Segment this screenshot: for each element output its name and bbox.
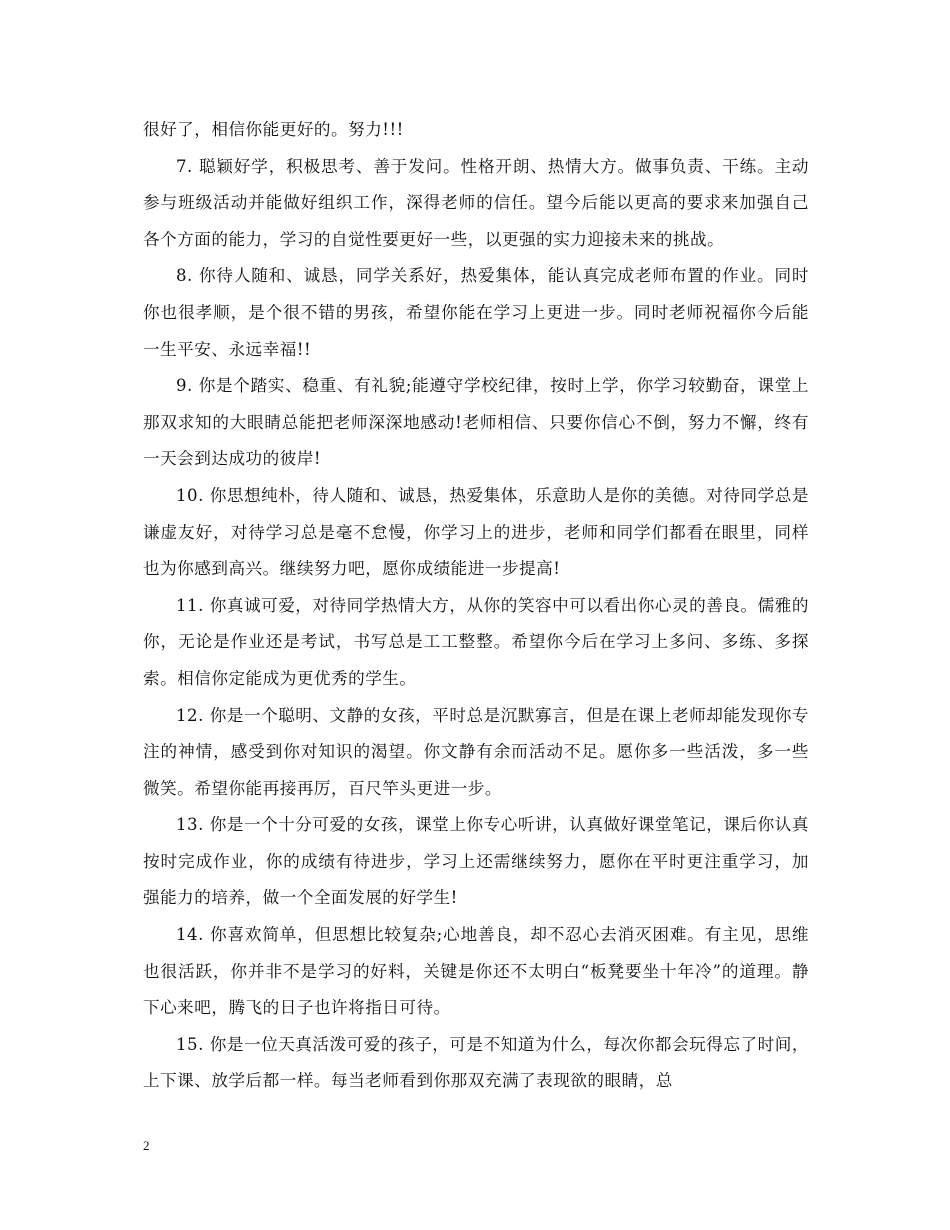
document-body bbox=[143, 112, 809, 1100]
paragraph-comment-14: 14. 你喜欢简单，但思想比较复杂;心地善良，却不忍心去消灭困难。有主见，思维也很活跃，你并非不是学习的好料，关键是你还不太明白“板凳要坐十年冷”的道理。静下心来吧，腾飞的日子也许将指日可待。 bbox=[143, 925, 809, 1018]
paragraph-comment-7: 7. 聪颖好学，积极思考、善于发问。性格开朗、热情大方。做事负责、干练。主动参与班级活动并能做好组织工作，深得老师的信任。望今后能以更高的要求来加强自己各个方面的能力，学习的自觉性要更好一些，以更强的实力迎接未来的挑战。 bbox=[143, 156, 809, 249]
paragraph-comment-12: 12. 你是一个聪明、文静的女孩，平时总是沉默寡言，但是在课上老师却能发现你专注的神情，感受到你对知识的渴望。你文静有余而活动不足。愿你多一些活泼，多一些微笑。希望你能再接再厉，百尺竿头更进一步。 bbox=[143, 705, 809, 798]
paragraph-comment-8: 8. 你待人随和、诚恳，同学关系好，热爱集体，能认真完成老师布置的作业。同时你也很孝顺，是个很不错的男孩，希望你能在学习上更进一步。同时老师祝福你今后能一生平安、永远幸福!! bbox=[143, 266, 809, 359]
paragraph-continuation: 很好了，相信你能更好的。努力!!! bbox=[143, 120, 404, 139]
paragraph-comment-11: 11. 你真诚可爱，对待同学热情大方，从你的笑容中可以看出你心灵的善良。儒雅的你，无论是作业还是考试，书写总是工工整整。希望你今后在学习上多问、多练、多探索。相信你定能成为更优秀的学生。 bbox=[143, 595, 809, 688]
page-number: 2 bbox=[143, 1138, 150, 1153]
paragraph-comment-15: 15. 你是一位天真活泼可爱的孩子，可是不知道为什么，每次你都会玩得忘了时间，上下课、放学后都一样。每当老师看到你那双充满了表现欲的眼睛，总 bbox=[143, 1034, 809, 1091]
paragraph-comment-10: 10. 你思想纯朴，待人随和、诚恳，热爱集体，乐意助人是你的美德。对待同学总是谦虚友好，对待学习总是毫不怠慢，你学习上的进步，老师和同学们都看在眼里，同样也为你感到高兴。继续努力吧，愿你成绩能进一步提高! bbox=[143, 485, 809, 579]
paragraph-comment-13: 13. 你是一个十分可爱的女孩，课堂上你专心听讲，认真做好课堂笔记，课后你认真按时完成作业，你的成绩有待进步，学习上还需继续努力，愿你在平时更注重学习，加强能力的培养，做一个全面发展的好学生! bbox=[143, 815, 809, 908]
paragraph-comment-9: 9. 你是个踏实、稳重、有礼貌;能遵守学校纪律，按时上学，你学习较勤奋，课堂上那双求知的大眼睛总能把老师深深地感动!老师相信、只要你信心不倒，努力不懈，终有一天会到达成功的彼岸! bbox=[143, 376, 809, 469]
